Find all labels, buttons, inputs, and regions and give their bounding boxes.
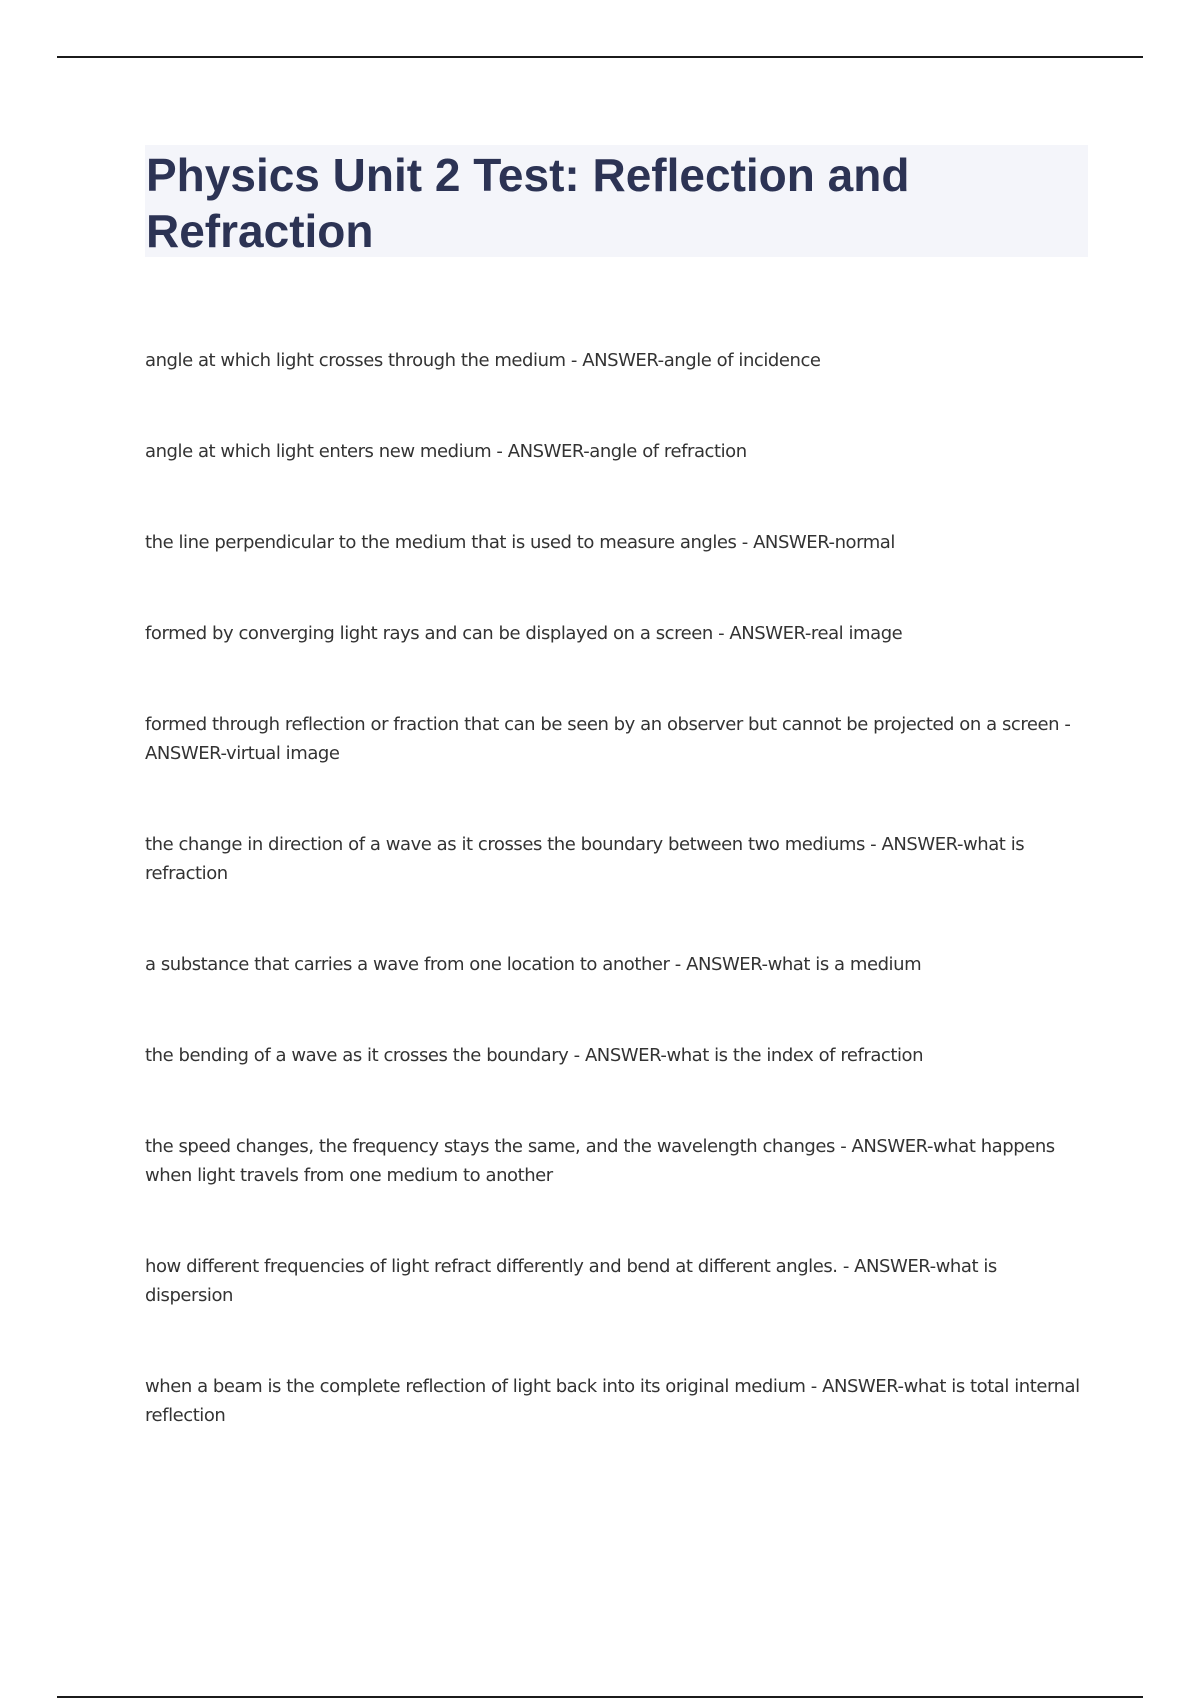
page-title: Physics Unit 2 Test: Reflection and Refraction xyxy=(146,149,910,257)
header-rule xyxy=(57,56,1143,58)
qa-item-7: a substance that carries a wave from one location to another - ANSWER-what is a medium xyxy=(145,954,922,975)
qa-list xyxy=(145,346,1090,1430)
qa-item-3: the line perpendicular to the medium that is used to measure angles - ANSWER-normal xyxy=(145,532,895,553)
qa-item-8: the bending of a wave as it crosses the boundary - ANSWER-what is the index of refraction xyxy=(145,1045,924,1066)
qa-item-6: the change in direction of a wave as it crosses the boundary between two mediums - ANSWER-what is refraction xyxy=(145,834,1025,884)
title-banner xyxy=(145,145,1088,257)
qa-item-2: angle at which light enters new medium - ANSWER-angle of refraction xyxy=(145,441,747,462)
qa-item-4: formed by converging light rays and can be displayed on a screen - ANSWER-real image xyxy=(145,623,903,644)
qa-item-1: angle at which light crosses through the medium - ANSWER-angle of incidence xyxy=(145,350,821,371)
qa-item-11: when a beam is the complete reflection of light back into its original medium - ANSWER-what is total internal reflection xyxy=(145,1376,1080,1426)
qa-item-5: formed through reflection or fraction that can be seen by an observer but cannot be projected on a screen - ANSWER-virtual image xyxy=(145,714,1071,764)
qa-item-9: the speed changes, the frequency stays the same, and the wavelength changes - ANSWER-what happens when light travels from one medium to another xyxy=(145,1136,1055,1186)
qa-item-10: how different frequencies of light refract differently and bend at different angles. - ANSWER-what is dispersion xyxy=(145,1256,997,1306)
footer-rule xyxy=(57,1696,1143,1698)
